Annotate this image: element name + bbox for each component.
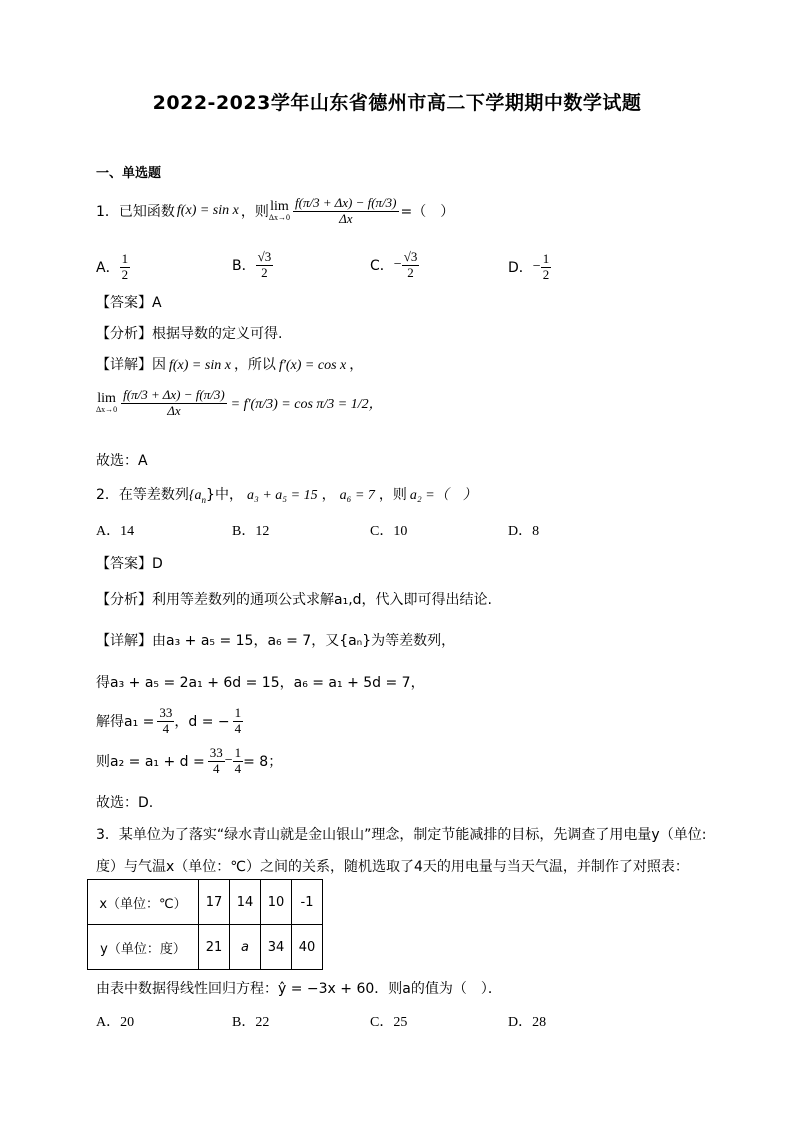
answer-value: A — [152, 295, 162, 311]
q2-detail-2: 得a₃ + a₅ = 2a₁ + 6d = 15，a₆ = a₁ + 5d = 7， — [96, 675, 425, 691]
q1-fraction — [293, 196, 399, 227]
stem-text: }中， — [206, 487, 243, 503]
q2-analysis — [96, 589, 492, 609]
q1-lim-sub: Δx→0 — [268, 213, 291, 223]
answer-label: 【答案】 — [96, 556, 152, 572]
stem-math: a₆ = 7 — [339, 488, 375, 503]
detail-label: 【详解】 — [96, 633, 152, 649]
q1-stem-prefix: 1．已知函数 — [96, 204, 175, 221]
q1-analysis — [96, 323, 282, 343]
table-row — [88, 925, 323, 970]
detail-text: 则a₂ = a₁ + d = — [96, 754, 205, 771]
detail-text: = 8； — [243, 754, 283, 771]
q3-regression: 由表中数据得线性回归方程：ŷ = −3x + 60．则a的值为（ ）． — [96, 981, 502, 997]
q1-stem-mid: ，则 — [240, 204, 269, 221]
q1-fraction-2 — [121, 388, 227, 419]
stem-text: ，则 — [378, 487, 407, 503]
q1-limit — [269, 200, 290, 222]
frac-num: 33 — [159, 705, 173, 720]
table-cell: -1 — [292, 880, 323, 925]
q3-stem-line2: 度）与气温x（单位：℃）之间的关系，随机选取了4天的用电量与当天气温，并制作了对照表： — [96, 859, 689, 875]
analysis-label: 【分析】 — [96, 326, 152, 342]
frac-den: 4 — [234, 720, 242, 736]
q2-conclusion: 故选：D. — [96, 795, 154, 811]
minus-sign: − — [393, 257, 402, 273]
table-cell: 10 — [261, 880, 292, 925]
q2-detail-3 — [96, 706, 243, 737]
detail-text: 因 — [152, 357, 166, 373]
frac-num: 1 — [121, 251, 129, 266]
detail-text: ，所以 — [233, 357, 276, 373]
table-row-label: y（单位：度） — [88, 925, 199, 970]
answer-value: D — [152, 556, 163, 572]
q1-numerator: f(π/3 + Δx) − f(π/3) — [295, 195, 397, 210]
stem-math-sub: n — [201, 494, 207, 505]
frac — [208, 746, 225, 777]
table-cell: 34 — [261, 925, 292, 970]
q2-option-c: C．10 — [370, 524, 408, 539]
frac-num: 1 — [234, 745, 242, 760]
frac-num: √3 — [403, 249, 418, 264]
frac-den: 2 — [121, 266, 129, 282]
lim-word: lim — [97, 391, 116, 407]
q1-option-c — [370, 250, 419, 281]
answer-label: 【答案】 — [96, 295, 152, 311]
q1-answer — [96, 292, 162, 312]
detail-math: f′(x) = cos x — [278, 358, 347, 373]
option-letter: B． — [232, 258, 256, 275]
stem-math: a₂ =（ ） — [409, 488, 477, 503]
detail-text: ， — [349, 357, 364, 373]
frac-num: f(π/3 + Δx) − f(π/3) — [123, 387, 225, 402]
q2-detail-4 — [96, 746, 282, 777]
frac-den: 2 — [407, 264, 414, 280]
q1-limit-2 — [96, 392, 117, 414]
q1-option-b — [232, 250, 273, 281]
frac — [233, 746, 244, 777]
detail-text: ，d = − — [174, 714, 230, 731]
table-cell: a — [230, 925, 261, 970]
q1-stem — [96, 196, 454, 227]
analysis-text: 利用等差数列的通项公式求解a₁,d，代入即可得出结论. — [152, 592, 492, 608]
stem-text: 2．在等差数列 — [96, 487, 189, 503]
option-letter: D． — [508, 260, 533, 277]
q3-stem-line1: 3．某单位为了落实“绿水青山就是金山银山”理念，制定节能减排的目标，先调查了用电量y（单位: — [96, 827, 707, 843]
q2-option-b: B．12 — [232, 524, 270, 539]
q1-option-b-frac — [256, 250, 274, 281]
q1-detail — [96, 354, 363, 374]
q1-derivation — [96, 388, 383, 419]
q1-tail: =（ ） — [400, 204, 455, 221]
minus-sign: − — [224, 753, 233, 769]
frac-num: 1 — [234, 705, 242, 720]
q1-option-d-frac — [541, 252, 552, 283]
table-row — [88, 880, 323, 925]
option-letter: A． — [96, 260, 120, 277]
q1-option-c-frac — [402, 250, 420, 281]
analysis-label: 【分析】 — [96, 592, 152, 608]
frac-num: 1 — [542, 251, 550, 266]
table-cell: 21 — [199, 925, 230, 970]
detail-text: 解得a₁ = — [96, 714, 155, 731]
frac-den: 4 — [162, 720, 170, 736]
table-cell: 40 — [292, 925, 323, 970]
stem-math: {a — [188, 488, 202, 503]
frac — [157, 706, 174, 737]
frac-den: 2 — [542, 266, 550, 282]
q1-option-d — [508, 252, 551, 283]
option-letter: C． — [370, 258, 394, 275]
q2-detail-1 — [96, 630, 455, 650]
q2-answer — [96, 553, 163, 573]
table-cell: 14 — [230, 880, 261, 925]
q2-option-a: A．14 — [96, 524, 135, 539]
frac-den: Δx — [167, 402, 181, 418]
analysis-text: 根据导数的定义可得. — [152, 326, 283, 342]
q3-option-d: D．28 — [508, 1015, 547, 1030]
q3-data-table — [87, 879, 323, 970]
frac-num: 33 — [209, 745, 223, 760]
q1-lim-word: lim — [270, 199, 289, 215]
q1-option-a — [96, 252, 130, 283]
q3-option-b: B．22 — [232, 1015, 270, 1030]
q1-denominator: Δx — [339, 210, 353, 226]
page-title: 2022-2023学年山东省德州市高二下学期期中数学试题 — [152, 92, 642, 114]
frac-den: 4 — [212, 760, 220, 776]
frac — [233, 706, 244, 737]
q3-option-a: A．20 — [96, 1015, 135, 1030]
section-heading: 一、单选题 — [96, 166, 162, 181]
frac-den: 2 — [261, 264, 268, 280]
q1-option-a-frac — [120, 252, 131, 283]
frac-den: 4 — [234, 760, 242, 776]
q2-option-d: D．8 — [508, 524, 540, 539]
stem-math: a₃ + a₅ = 15 — [246, 488, 318, 503]
detail-label: 【详解】 — [96, 357, 152, 373]
q3-option-c: C．25 — [370, 1015, 408, 1030]
q1-derivation-rest: = f′(π/3) = cos π/3 = 1/2， — [230, 397, 383, 413]
detail-math: f(x) = sin x — [169, 358, 231, 373]
lim-sub: Δx→0 — [96, 405, 118, 415]
table-row-label: x（单位：℃） — [88, 880, 199, 925]
q1-conclusion: 故选：A — [96, 453, 148, 469]
frac-num: √3 — [257, 249, 272, 264]
minus-sign: − — [532, 259, 541, 275]
q1-func: f(x) = sin x — [176, 203, 239, 219]
table-cell: 17 — [199, 880, 230, 925]
detail-text: 由a₃ + a₅ = 15，a₆ = 7，又{aₙ}为等差数列， — [152, 633, 456, 649]
q2-stem: 2．在等差数列$\{a_n\}$中， a₃ + a₅ = 15 ， a₆ = 7 ，则 a₂ =（ ） — [96, 487, 477, 505]
